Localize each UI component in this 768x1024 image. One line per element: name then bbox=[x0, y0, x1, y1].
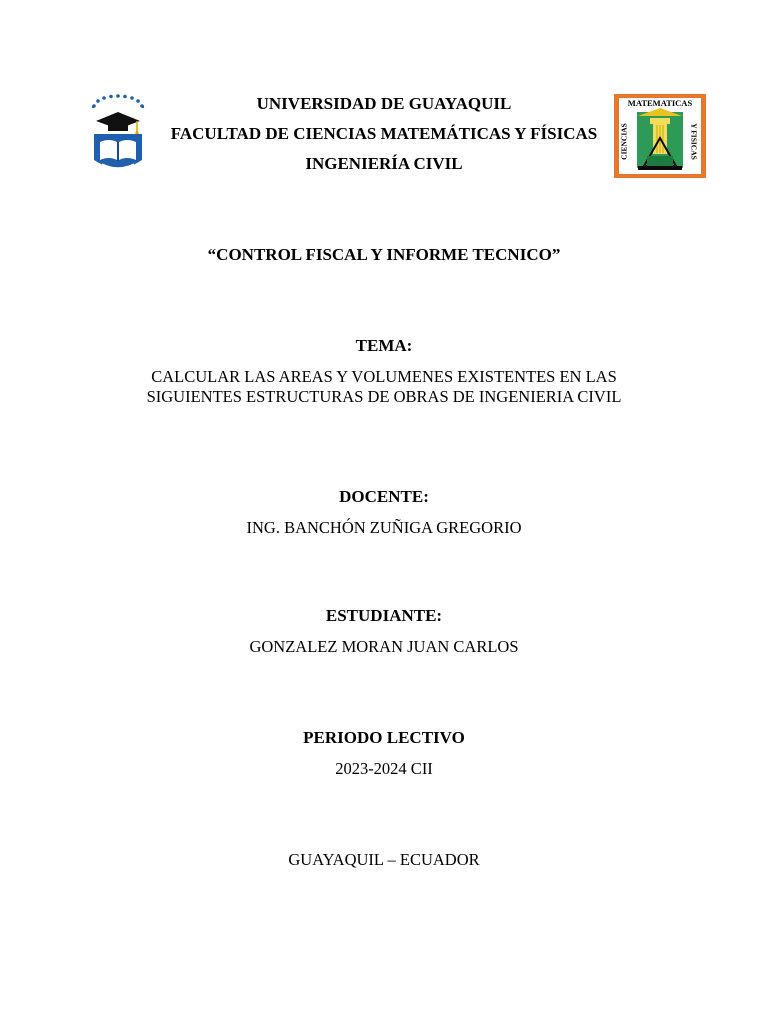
seal-top-text: MATEMATICAS bbox=[627, 98, 693, 108]
docente-name: ING. BANCHÓN ZUÑIGA GREGORIO bbox=[246, 518, 522, 537]
university-name: UNIVERSIDAD DE GUAYAQUIL bbox=[256, 94, 512, 113]
periodo-label: PERIODO LECTIVO bbox=[303, 728, 465, 747]
seal-right-text: Y FISICAS bbox=[689, 123, 699, 160]
seal-left-text: CIENCIAS bbox=[619, 123, 629, 160]
tema-line-2: SIGUIENTES ESTRUCTURAS DE OBRAS DE INGENIERIA CIVIL bbox=[146, 387, 622, 406]
periodo-value: 2023-2024 CII bbox=[335, 759, 433, 778]
tema-line-1: CALCULAR LAS AREAS Y VOLUMENES EXISTENTES EN LAS bbox=[151, 367, 617, 386]
project-title: “CONTROL FISCAL Y INFORME TECNICO” bbox=[207, 245, 561, 264]
location: GUAYAQUIL – ECUADOR bbox=[288, 850, 480, 869]
tema-label: TEMA: bbox=[355, 336, 413, 355]
faculty-name: FACULTAD DE CIENCIAS MATEMÁTICAS Y FÍSICAS bbox=[170, 124, 598, 143]
career-name: INGENIERÍA CIVIL bbox=[305, 154, 463, 173]
docente-label: DOCENTE: bbox=[339, 487, 429, 506]
estudiante-label: ESTUDIANTE: bbox=[325, 606, 443, 625]
estudiante-name: GONZALEZ MORAN JUAN CARLOS bbox=[249, 637, 519, 656]
